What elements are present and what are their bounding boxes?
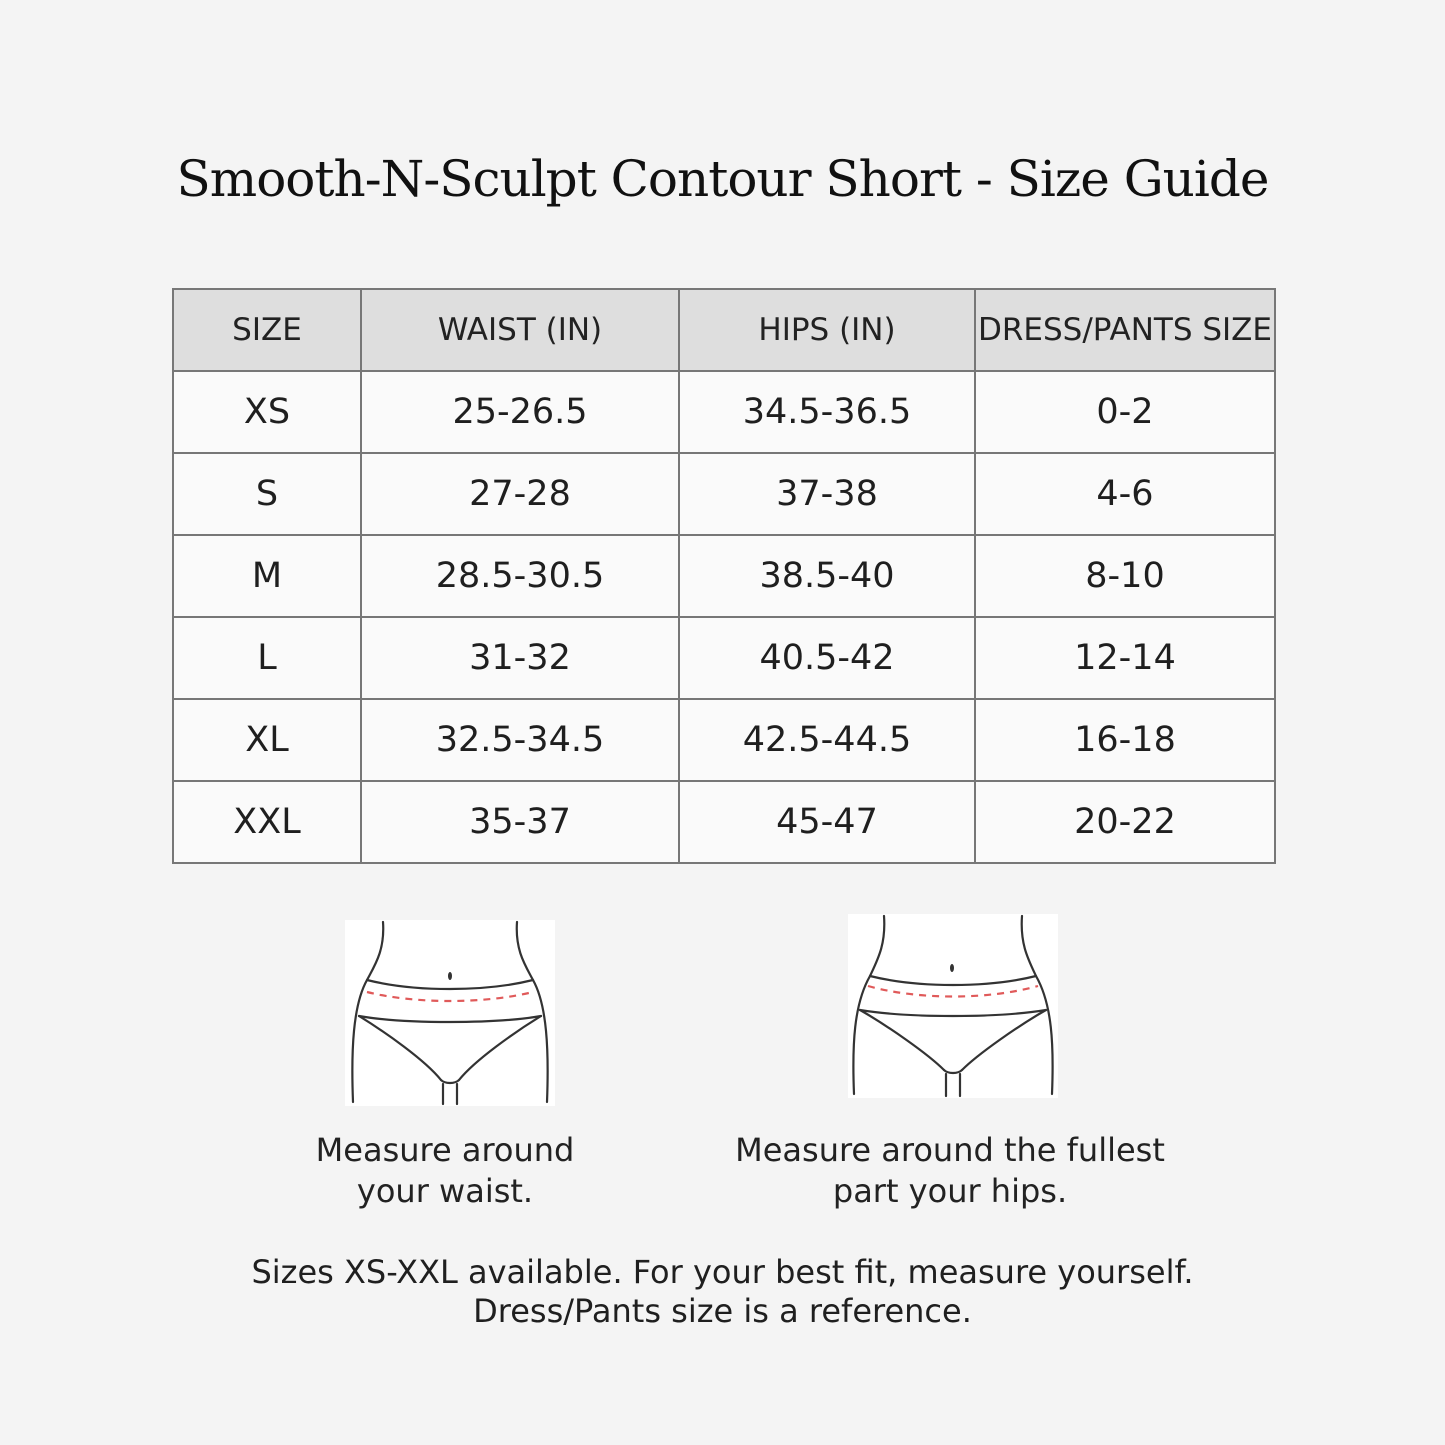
table-row (173, 371, 1275, 453)
hips-cell: 45-47 (679, 781, 975, 863)
hips-caption (700, 1130, 1200, 1212)
hips-caption-line2: part your hips. (832, 1172, 1068, 1210)
waist-caption-line1: Measure around (315, 1131, 575, 1169)
table-row (173, 617, 1275, 699)
hips-cell: 42.5-44.5 (679, 699, 975, 781)
header-size: SIZE (173, 289, 361, 371)
hips-measure-illustration (848, 914, 1058, 1098)
waist-cell: 28.5-30.5 (361, 535, 679, 617)
dress-cell: 8-10 (975, 535, 1275, 617)
dress-cell: 0-2 (975, 371, 1275, 453)
waist-cell: 27-28 (361, 453, 679, 535)
hips-cell: 37-38 (679, 453, 975, 535)
footer-line2: Dress/Pants size is a reference. (473, 1292, 972, 1330)
waist-caption-line2: your waist. (356, 1172, 534, 1210)
size-table (172, 288, 1276, 864)
waist-caption (245, 1130, 645, 1212)
footer-line1: Sizes XS-XXL available. For your best fit, measure yourself. (251, 1253, 1194, 1291)
footer-note (0, 1253, 1445, 1331)
header-dress-pants: DRESS/PANTS SIZE (975, 289, 1275, 371)
page-title: Smooth-N-Sculpt Contour Short - Size Guide (176, 150, 1269, 208)
table-row (173, 453, 1275, 535)
waist-cell: 31-32 (361, 617, 679, 699)
table-row (173, 535, 1275, 617)
header-hips: HIPS (IN) (679, 289, 975, 371)
hips-caption-line1: Measure around the fullest (735, 1131, 1165, 1169)
waist-measure-illustration (345, 920, 555, 1106)
size-cell: XS (173, 371, 361, 453)
dress-cell: 12-14 (975, 617, 1275, 699)
hips-cell: 38.5-40 (679, 535, 975, 617)
size-cell: L (173, 617, 361, 699)
table-row (173, 699, 1275, 781)
hips-cell: 40.5-42 (679, 617, 975, 699)
waist-cell: 35-37 (361, 781, 679, 863)
size-cell: S (173, 453, 361, 535)
waist-cell: 32.5-34.5 (361, 699, 679, 781)
table-row (173, 781, 1275, 863)
size-cell: XL (173, 699, 361, 781)
size-cell: XXL (173, 781, 361, 863)
dress-cell: 4-6 (975, 453, 1275, 535)
size-cell: M (173, 535, 361, 617)
dress-cell: 16-18 (975, 699, 1275, 781)
table-header-row (173, 289, 1275, 371)
dress-cell: 20-22 (975, 781, 1275, 863)
hips-cell: 34.5-36.5 (679, 371, 975, 453)
header-waist: WAIST (IN) (361, 289, 679, 371)
waist-cell: 25-26.5 (361, 371, 679, 453)
